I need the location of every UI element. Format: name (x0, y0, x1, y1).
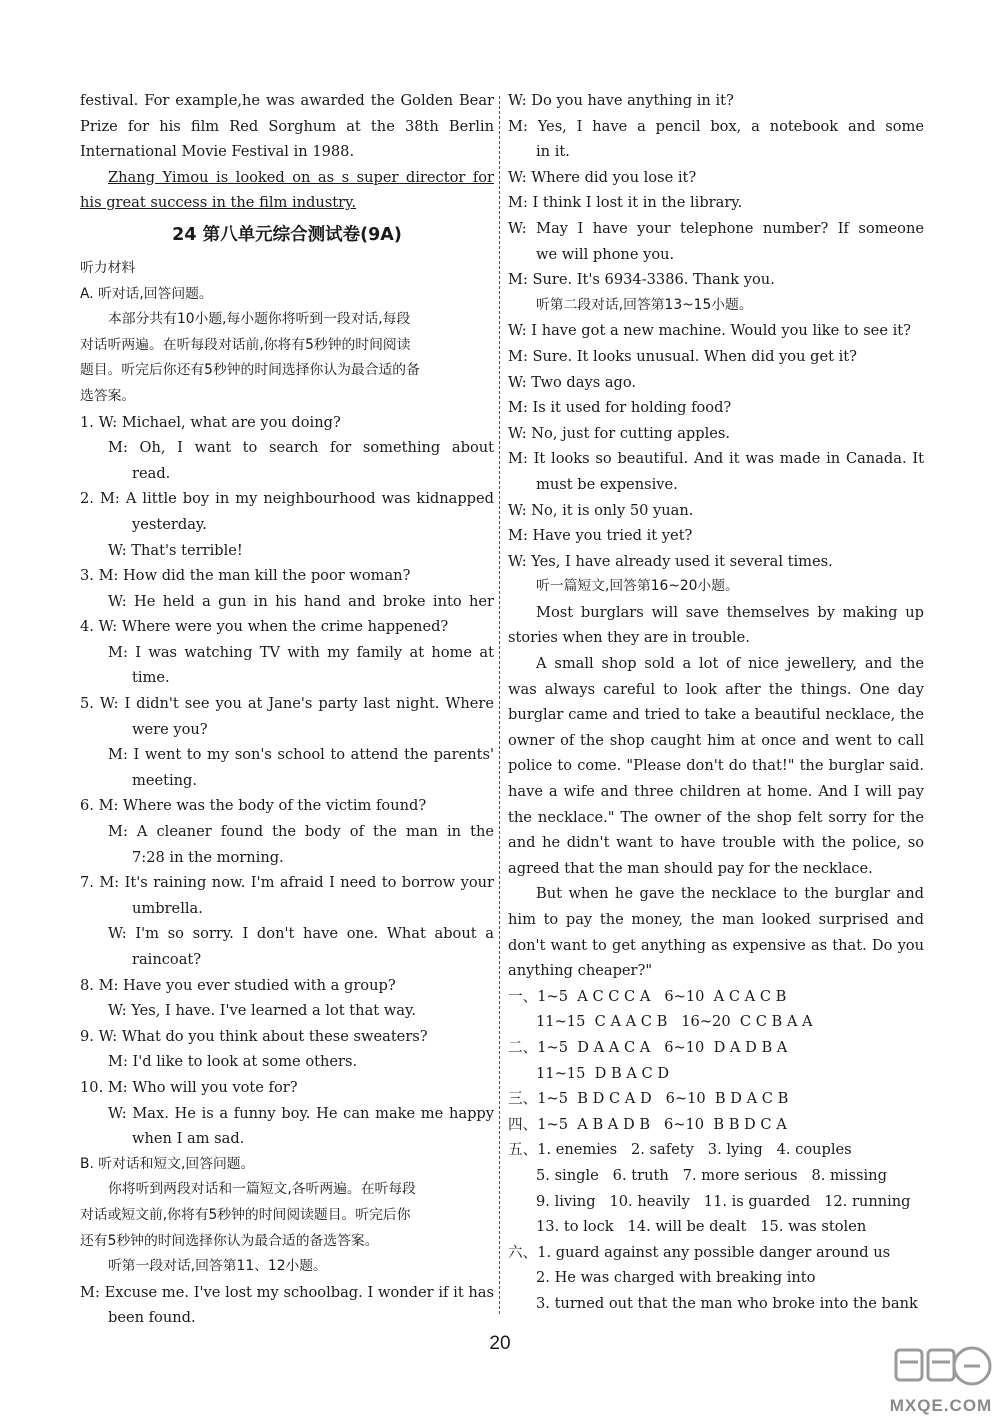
test-heading: 24 第八单元综合测试卷(9A) (172, 224, 402, 245)
script-line: owner of the shop caught him at once and went to call (508, 731, 924, 749)
script-line: in it. (536, 143, 570, 161)
dialogue-line: umbrella. (132, 899, 203, 917)
dialogue-one-opening (80, 1280, 494, 1331)
answer-line: 2. He was charged with breaking into (536, 1269, 816, 1287)
script-line: W: No, just for cutting apples. (508, 424, 731, 442)
answer-line: 三、1~5 B D C A D 6~10 B D A C B (508, 1090, 789, 1108)
answer-line: 四、1~5 A B A D B 6~10 B B D C A (508, 1115, 787, 1133)
dialogue-line: W: He held a gun in his hand and broke into her (108, 592, 494, 610)
script-line: agreed that the man should pay for the necklace. (508, 859, 873, 877)
script-line: burglar came and tried to take a beautiful necklace, the (508, 706, 924, 724)
dialogue-line: W: Max. He is a funny boy. He can make me happy (108, 1104, 494, 1122)
page-number: 20 (489, 1333, 511, 1354)
dialogue-line: W: Yes, I have. I've learned a lot that way. (108, 1002, 416, 1020)
answer-line: 3. turned out that the man who broke into the bank (536, 1294, 918, 1312)
answer-line: 一、1~5 A C C C A 6~10 A C A C B (508, 987, 787, 1005)
script-line: W: Yes, I have already used it several times. (508, 552, 833, 570)
dialogue-line: 3. M: How did the man kill the poor woman? (80, 567, 411, 585)
script-line: him to pay the money, the man looked surprised and (508, 911, 924, 928)
script-line: W: No, it is only 50 yuan. (508, 501, 694, 519)
underlined-line: Zhang Yimou is looked on as s super director for (108, 168, 494, 186)
dialogue-line: W: That's terrible! (108, 541, 243, 559)
dialogue-line: 2. M: A little boy in my neighbourhood was kidnapped (80, 490, 494, 508)
dialogue-line: M: I went to my son's school to attend the parents' (108, 746, 494, 764)
left-column (80, 88, 494, 1331)
dialogue-line: raincoat? (132, 951, 202, 968)
dialogue-one-intro: 听第一段对话,回答第11、12小题。 (108, 1258, 327, 1275)
script-line: W: Do you have anything in it? (508, 92, 734, 109)
script-line: must be expensive. (536, 475, 678, 493)
answer-line: 五、1. enemies 2. safety 3. lying 4. couples (508, 1141, 852, 1159)
dialogue-line: M: Excuse me. I've lost my schoolbag. I wonder if it has (80, 1283, 494, 1301)
instruction-line: 题目。听完后你还有5秒钟的时间选择你认为最合适的备 (80, 362, 420, 379)
instruction-line: 还有5秒钟的时间选择你认为最合适的备选答案。 (80, 1232, 379, 1249)
instruction-line: 选答案。 (80, 387, 136, 404)
dialogue-list (80, 410, 494, 1152)
answer-line: 11~15 D B A C D (536, 1064, 670, 1082)
intro-line: Prize for his film Red Sorghum at the 38th Berlin (80, 117, 494, 135)
section-a-instructions (80, 307, 494, 409)
script-line: M: Have you tried it yet? (508, 527, 693, 545)
dialogue-line: 7:28 in the morning. (132, 848, 284, 866)
dialogue-line: meeting. (132, 771, 198, 789)
script-line: don't want to get anything as expensive as that. Do you (508, 936, 924, 954)
dialogue-line: 6. M: Where was the body of the victim found? (80, 797, 427, 815)
script-line: W: I have got a new machine. Would you like to see it? (508, 322, 911, 340)
answer-line: 二、1~5 D A A C A 6~10 D A D B A (508, 1038, 788, 1056)
script-line: was always careful to look after the things. One day (508, 680, 924, 698)
underlined-line: his great success in the film industry. (80, 194, 357, 212)
watermark-text: MXQE.COM (889, 1396, 993, 1415)
instruction-line: 对话或短文前,你将有5秒钟的时间阅读题目。听完后你 (80, 1206, 411, 1223)
script-line: police to come. "Please don't do that!" the burglar said. (508, 757, 924, 775)
intro-paragraph (80, 88, 494, 165)
dialogue-line: 7. M: It's raining now. I'm afraid I need to borrow your (80, 874, 494, 892)
intro-line: festival. For example,he was awarded the Golden Bear (80, 92, 494, 109)
instruction-line: 你将听到两段对话和一篇短文,各听两遍。在听每段 (108, 1181, 416, 1198)
section-b-instructions (80, 1177, 494, 1254)
listening-material-title: 听力材料 (80, 259, 136, 276)
watermark-logo (888, 1338, 994, 1416)
dialogue-line: M: Oh, I want to search for something about (108, 439, 494, 457)
script-line: W: Two days ago. (508, 373, 637, 391)
dialogue-line: 10. M: Who will you vote for? (80, 1078, 298, 1096)
dialogue-line: yesterday. (132, 515, 207, 533)
dialogue-line: when I am sad. (132, 1130, 245, 1148)
instruction-line: 本部分共有10小题,每小题你将听到一段对话,每段 (108, 311, 411, 328)
dialogue-line: 1. W: Michael, what are you doing? (80, 413, 341, 431)
answer-line: 13. to lock 14. will be dealt 15. was stolen (536, 1218, 867, 1236)
script-line: Most burglars will save themselves by making up (536, 603, 924, 621)
script-line: M: Yes, I have a pencil box, a notebook and some (508, 117, 924, 135)
section-a-title: A. 听对话,回答问题。 (80, 285, 213, 302)
column-divider (499, 96, 500, 1314)
script-line: W: Where did you lose it? (508, 168, 697, 186)
script-line: 听一篇短文,回答第16~20小题。 (536, 578, 739, 595)
dialogue-line: were you? (132, 720, 208, 738)
script-line: M: I think I lost it in the library. (508, 194, 743, 212)
dialogue-line: M: I'd like to look at some others. (108, 1053, 358, 1071)
dialogue-line: W: I'm so sorry. I don't have one. What about a (108, 925, 494, 943)
watermark-emblem-icon (888, 1338, 994, 1398)
script-line: 听第二段对话,回答第13~15小题。 (536, 296, 753, 313)
script-line: But when he gave the necklace to the burglar and (536, 885, 924, 903)
script-line: W: May I have your telephone number? If someone (508, 219, 924, 237)
dialogue-line: 8. M: Have you ever studied with a group? (80, 976, 396, 994)
script-line: M: Sure. It's 6934-3386. Thank you. (508, 271, 775, 289)
section-b-title: B. 听对话和短文,回答问题。 (80, 1155, 255, 1172)
intro-line: International Movie Festival in 1988. (80, 143, 355, 161)
script-line: M: Sure. It looks unusual. When did you get it? (508, 347, 857, 365)
dialogue-line: M: I was watching TV with my family at home at (108, 643, 494, 661)
script-line: stories when they are in trouble. (508, 629, 750, 647)
answer-line: 5. single 6. truth 7. more serious 8. missing (536, 1166, 887, 1184)
script-line: M: It looks so beautiful. And it was made in Canada. It (508, 450, 924, 468)
answer-line: 9. living 10. heavily 11. is guarded 12. running (536, 1192, 911, 1210)
script-line: have a wife and three children at home. And I will pay (508, 783, 924, 801)
dialogue-line: 4. W: Where were you when the crime happened? (80, 618, 449, 636)
script-line: A small shop sold a lot of nice jewellery, and the (536, 655, 924, 673)
dialogue-line: 9. W: What do you think about these sweaters? (80, 1027, 428, 1045)
script-line: anything cheaper?" (508, 962, 653, 980)
answer-key (508, 984, 924, 1317)
answer-line: 六、1. guard against any possible danger around us (508, 1243, 891, 1261)
script-line: and he didn't want to have trouble with the police, so (508, 834, 924, 852)
dialogue-line: time. (132, 669, 170, 687)
listening-script-continued (508, 88, 924, 984)
script-line: we will phone you. (536, 245, 675, 263)
dialogue-line: read. (132, 464, 171, 482)
right-column (508, 88, 924, 1317)
answer-line: 11~15 C A A C B 16~20 C C B A A (536, 1013, 813, 1031)
script-line: M: Is it used for holding food? (508, 399, 732, 417)
instruction-line: 对话听两遍。在听每段对话前,你将有5秒钟的时间阅读 (80, 336, 411, 353)
underlined-paragraph (80, 165, 494, 216)
dialogue-line: M: A cleaner found the body of the man in the (108, 823, 494, 841)
script-line: the necklace." The owner of the shop felt sorry for the (508, 808, 924, 826)
dialogue-line: been found. (108, 1309, 196, 1327)
dialogue-line: 5. W: I didn't see you at Jane's party last night. Where (80, 695, 494, 713)
